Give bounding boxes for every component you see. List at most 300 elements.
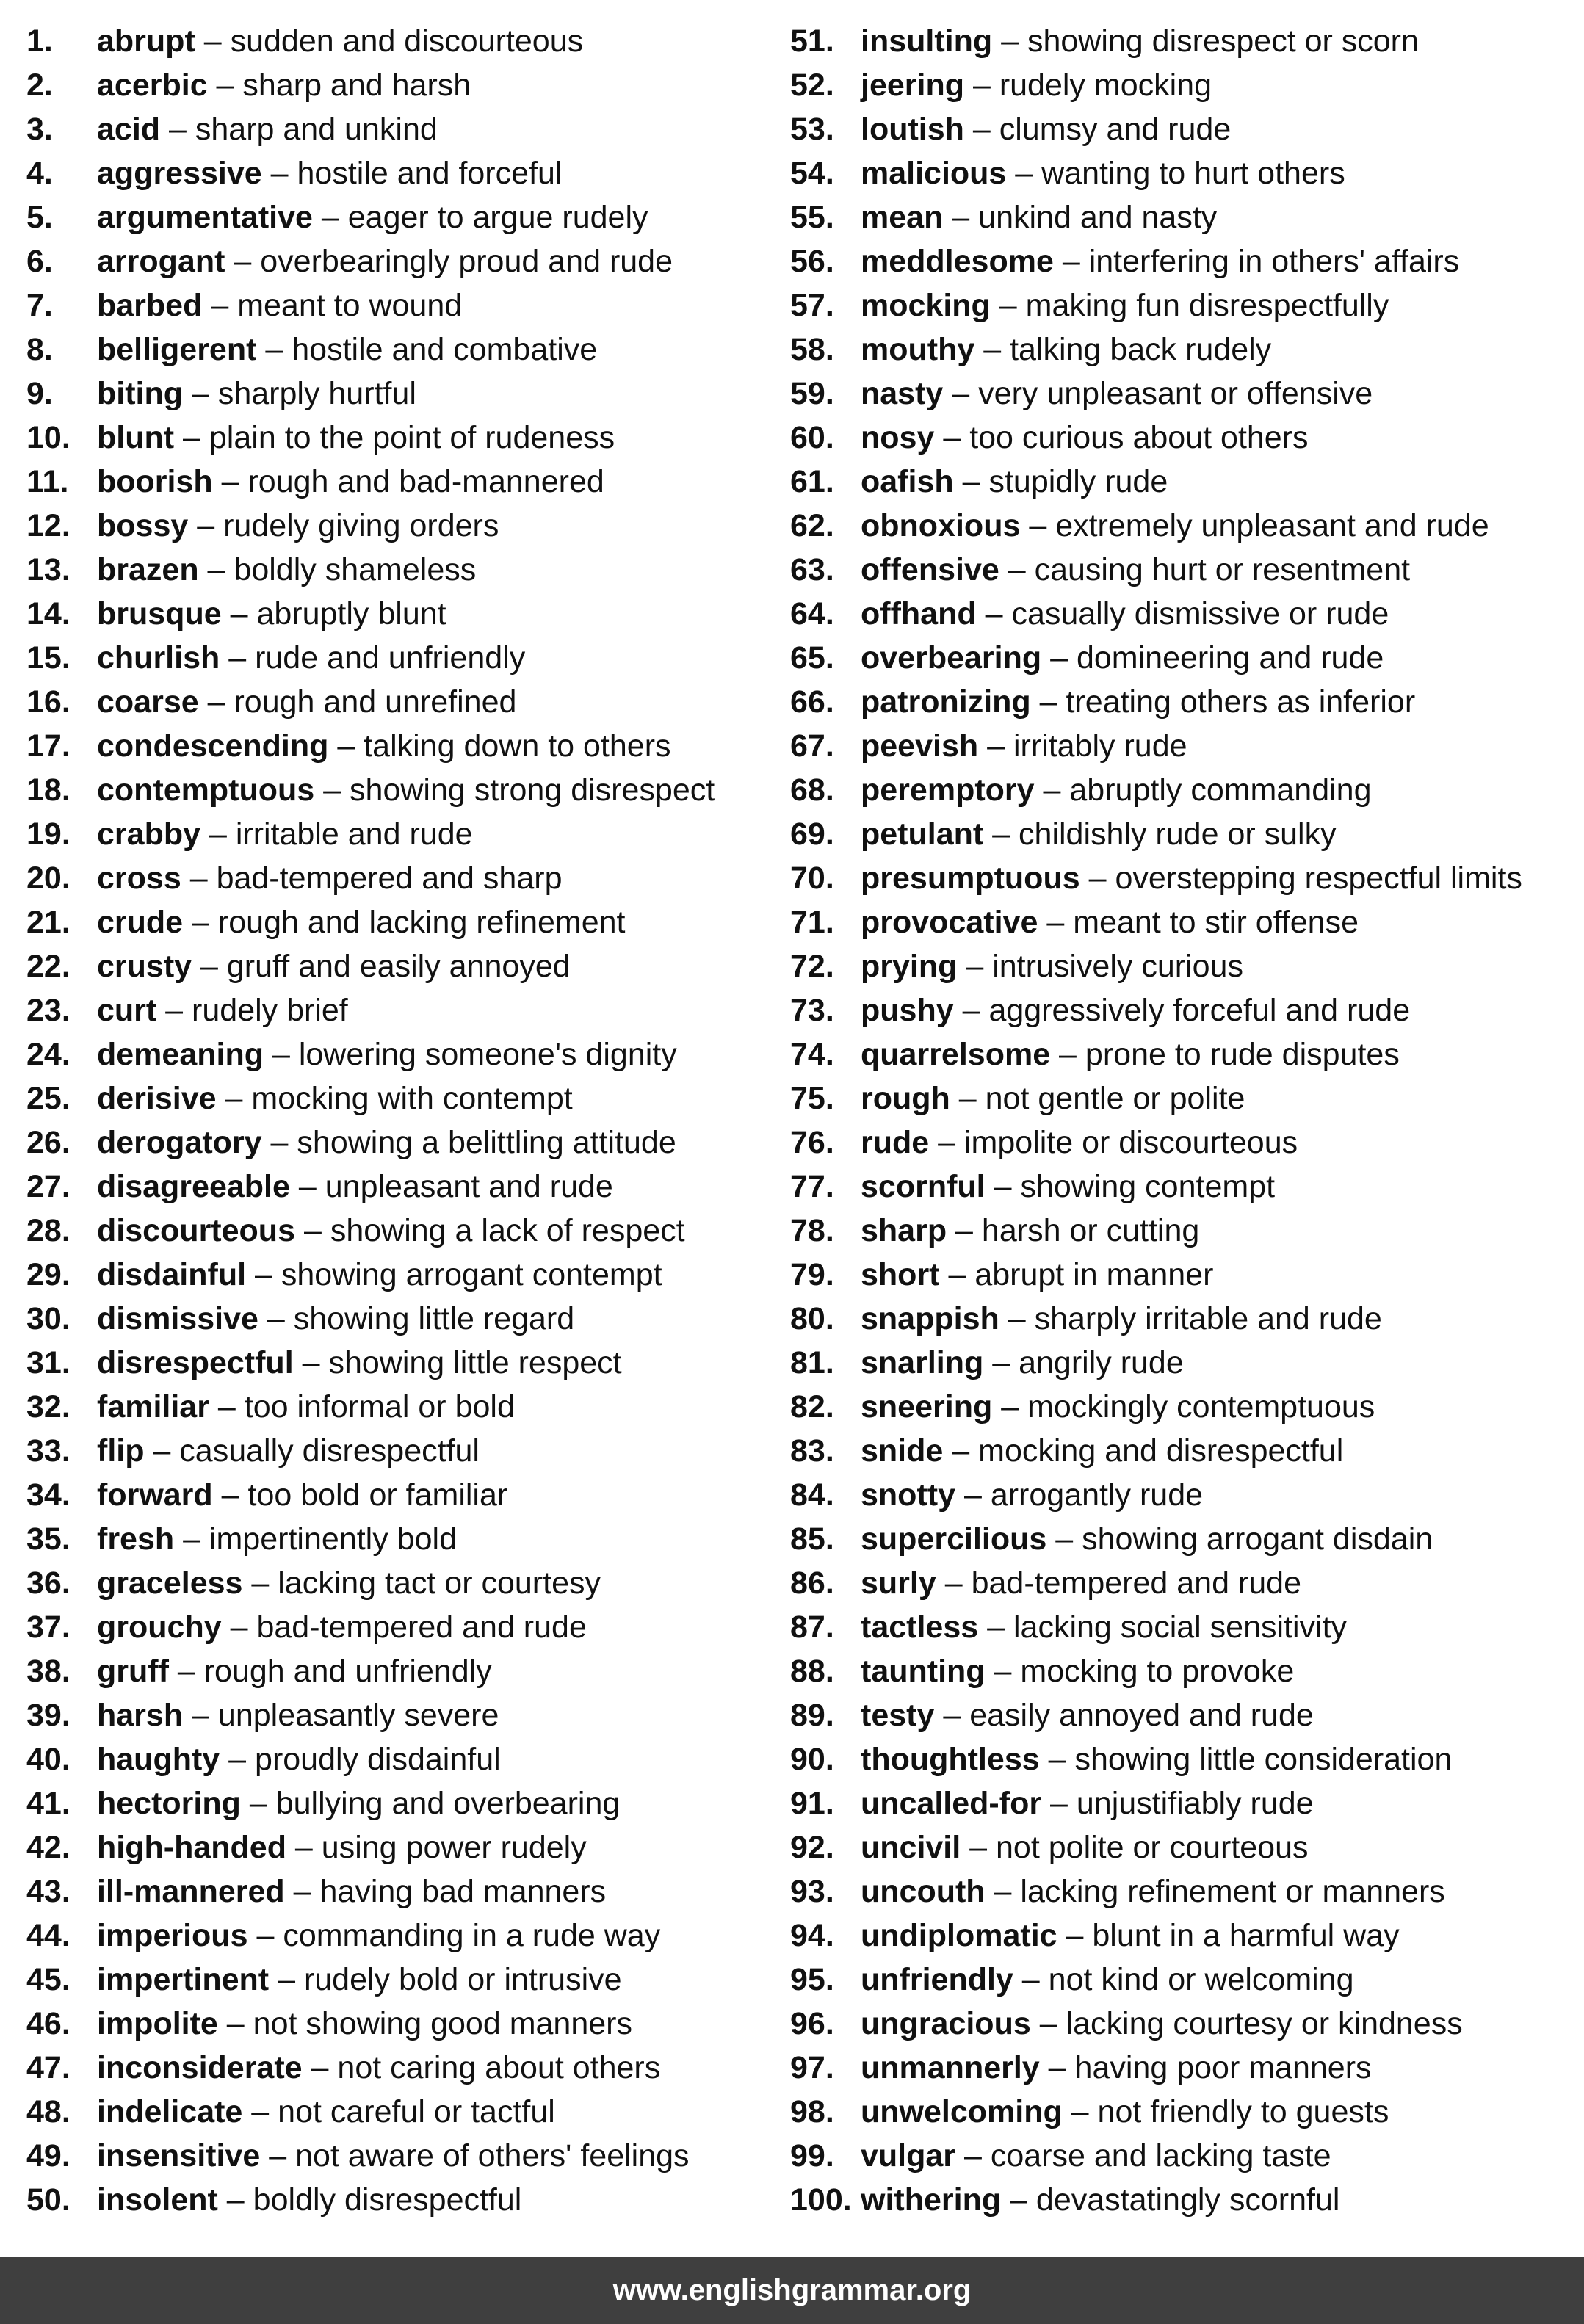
entry-definition: showing little respect: [328, 1345, 622, 1380]
entry-dash-separator: –: [183, 376, 218, 411]
entry-definition: intrusively curious: [992, 949, 1243, 984]
entry-dash-separator: –: [929, 1125, 964, 1160]
entry-word: dismissive: [97, 1301, 258, 1336]
word-entry: [26, 1121, 768, 1165]
entry-number: 1.: [26, 23, 53, 59]
entry-definition: not showing good manners: [253, 2006, 632, 2041]
entry-word: mouthy: [861, 332, 975, 367]
entry-definition: rudely giving orders: [223, 508, 499, 543]
entry-number: 62.: [790, 508, 834, 543]
word-entry: [790, 1869, 1569, 1914]
entry-number: 90.: [790, 1742, 834, 1777]
entry-definition: overstepping respectful limits: [1115, 861, 1522, 896]
entry-definition: lacking courtesy or kindness: [1066, 2006, 1463, 2041]
word-entry: [26, 460, 768, 504]
entry-word: surly: [861, 1565, 936, 1601]
word-entry: [26, 988, 768, 1032]
word-entry: [790, 680, 1569, 724]
entry-word: indelicate: [97, 2094, 243, 2129]
entry-dash-separator: –: [242, 2094, 278, 2129]
entry-word: unfriendly: [861, 1962, 1013, 1997]
word-entry: [26, 151, 768, 195]
entry-dash-separator: –: [985, 1654, 1021, 1689]
entry-dash-separator: –: [293, 1345, 329, 1380]
entry-definition: lowering someone's dignity: [298, 1037, 677, 1072]
word-entry: [26, 1165, 768, 1209]
entry-dash-separator: –: [1001, 2182, 1036, 2218]
entry-dash-separator: –: [183, 905, 218, 940]
word-entry: [790, 1165, 1569, 1209]
word-entry: [26, 2134, 768, 2178]
word-entry: [790, 195, 1569, 239]
entry-word: disdainful: [97, 1257, 247, 1292]
entry-dash-separator: –: [202, 288, 238, 323]
word-entry: [790, 1561, 1569, 1605]
entry-definition: too informal or bold: [244, 1389, 515, 1425]
entry-number: 28.: [26, 1213, 70, 1248]
entry-number: 22.: [26, 949, 70, 984]
word-entry: [26, 944, 768, 988]
entry-definition: impertinently bold: [209, 1521, 457, 1557]
word-entry: [790, 460, 1569, 504]
entry-definition: sudden and discourteous: [230, 23, 584, 59]
word-entry: [26, 1297, 768, 1341]
entry-number: 53.: [790, 112, 834, 147]
entry-definition: impolite or discourteous: [964, 1125, 1298, 1160]
word-entry: [790, 2090, 1569, 2134]
word-entry: [26, 19, 768, 63]
entry-dash-separator: –: [220, 1742, 256, 1777]
entry-word: offhand: [861, 596, 977, 631]
entry-number: 20.: [26, 861, 70, 896]
word-entry: [26, 107, 768, 151]
entry-dash-separator: –: [217, 2006, 253, 2041]
entry-word: undiplomatic: [861, 1918, 1057, 1953]
entry-number: 35.: [26, 1521, 70, 1557]
word-entry: [790, 1209, 1569, 1253]
entry-definition: casually dismissive or rude: [1011, 596, 1389, 631]
entry-word: coarse: [97, 684, 199, 720]
entry-definition: irritably rude: [1013, 728, 1187, 764]
entry-dash-separator: –: [284, 1874, 320, 1909]
word-entry: [790, 1032, 1569, 1076]
word-entry: [790, 1649, 1569, 1693]
entry-definition: overbearingly proud and rude: [260, 244, 673, 279]
entry-definition: plain to the point of rudeness: [209, 420, 615, 455]
entry-word: rough: [861, 1081, 950, 1116]
entry-word: insulting: [861, 23, 993, 59]
word-entry: [26, 416, 768, 460]
entry-word: curt: [97, 993, 157, 1028]
entry-word: brazen: [97, 552, 199, 587]
word-entry: [26, 548, 768, 592]
entry-word: bossy: [97, 508, 189, 543]
word-entry: [790, 548, 1569, 592]
entry-word: supercilious: [861, 1521, 1047, 1557]
entry-dash-separator: –: [957, 949, 993, 984]
entry-number: 3.: [26, 112, 53, 147]
word-entry: [26, 1385, 768, 1429]
entry-word: nasty: [861, 376, 944, 411]
entry-dash-separator: –: [936, 1565, 972, 1601]
word-entry: [26, 372, 768, 416]
entry-definition: showing disrespect or scorn: [1027, 23, 1419, 59]
entry-number: 19.: [26, 817, 70, 852]
entry-dash-separator: –: [947, 1213, 982, 1248]
word-entry: [790, 1693, 1569, 1737]
word-entry: [26, 1517, 768, 1561]
entry-dash-separator: –: [216, 1081, 252, 1116]
entry-word: crabby: [97, 817, 201, 852]
entry-dash-separator: –: [943, 1433, 979, 1469]
entry-number: 48.: [26, 2094, 70, 2129]
entry-definition: too curious about others: [969, 420, 1309, 455]
entry-dash-separator: –: [242, 1565, 278, 1601]
word-entry: [790, 988, 1569, 1032]
entry-dash-separator: –: [1053, 244, 1089, 279]
entry-definition: extremely unpleasant and rude: [1055, 508, 1489, 543]
word-entry: [790, 1914, 1569, 1958]
entry-definition: casually disrespectful: [179, 1433, 480, 1469]
entry-dash-separator: –: [240, 1786, 276, 1821]
entry-word: obnoxious: [861, 508, 1021, 543]
entry-number: 58.: [790, 332, 834, 367]
entry-dash-separator: –: [220, 640, 256, 676]
entry-definition: bullying and overbearing: [275, 1786, 621, 1821]
entry-definition: mockingly contemptuous: [1027, 1389, 1375, 1425]
entry-definition: mocking to provoke: [1020, 1654, 1295, 1689]
entry-dash-separator: –: [198, 684, 234, 720]
entry-word: petulant: [861, 817, 984, 852]
word-entry: [26, 63, 768, 107]
entry-number: 93.: [790, 1874, 834, 1909]
entry-word: impertinent: [97, 1962, 270, 1997]
entry-number: 94.: [790, 1918, 834, 1953]
entry-dash-separator: –: [181, 861, 217, 896]
entry-definition: rudely bold or intrusive: [303, 1962, 622, 1997]
entry-definition: rough and lacking refinement: [217, 905, 626, 940]
entry-number: 37.: [26, 1610, 70, 1645]
entry-dash-separator: –: [328, 728, 364, 764]
entry-number: 51.: [790, 23, 834, 59]
entry-definition: not kind or welcoming: [1048, 1962, 1354, 1997]
word-entry: [790, 1253, 1569, 1297]
word-entry: [26, 768, 768, 812]
entry-dash-separator: –: [198, 552, 234, 587]
entry-number: 46.: [26, 2006, 70, 2041]
entry-number: 25.: [26, 1081, 70, 1116]
entry-dash-separator: –: [144, 1433, 180, 1469]
entry-definition: unpleasantly severe: [217, 1698, 499, 1733]
word-entry: [790, 1076, 1569, 1121]
footer-website-url: www.englishgrammar.org: [612, 2274, 972, 2306]
entry-dash-separator: –: [174, 1521, 209, 1557]
entry-number: 100.: [790, 2182, 852, 2218]
word-entry: [26, 1825, 768, 1869]
entry-definition: having poor manners: [1074, 2050, 1372, 2085]
entry-definition: devastatingly scornful: [1035, 2182, 1340, 2218]
word-entry: [26, 1253, 768, 1297]
entry-word: boorish: [97, 464, 213, 499]
entry-dash-separator: –: [943, 200, 979, 235]
word-entry: [790, 724, 1569, 768]
entry-number: 23.: [26, 993, 70, 1028]
entry-word: forward: [97, 1477, 213, 1513]
entry-number: 52.: [790, 68, 834, 103]
entry-dash-separator: –: [207, 68, 243, 103]
entry-definition: talking back rudely: [1010, 332, 1272, 367]
entry-number: 78.: [790, 1213, 834, 1248]
entry-word: derogatory: [97, 1125, 262, 1160]
entry-word: malicious: [861, 156, 1007, 191]
entry-dash-separator: –: [256, 332, 292, 367]
word-entry: [790, 107, 1569, 151]
entry-word: ungracious: [861, 2006, 1031, 2041]
entry-dash-separator: –: [978, 1610, 1013, 1645]
word-entry: [26, 1781, 768, 1825]
entry-number: 16.: [26, 684, 70, 720]
entry-word: pushy: [861, 993, 954, 1028]
entry-definition: rudely mocking: [999, 68, 1212, 103]
entry-number: 88.: [790, 1654, 834, 1689]
word-entry: [790, 2134, 1569, 2178]
entry-word: peremptory: [861, 772, 1035, 808]
entry-word: argumentative: [97, 200, 313, 235]
entry-dash-separator: –: [974, 332, 1010, 367]
entry-dash-separator: –: [955, 1477, 991, 1513]
entry-definition: rudely brief: [192, 993, 348, 1028]
entry-dash-separator: –: [978, 728, 1013, 764]
entry-number: 63.: [790, 552, 834, 587]
entry-number: 56.: [790, 244, 834, 279]
entry-number: 14.: [26, 596, 70, 631]
entry-word: short: [861, 1257, 940, 1292]
entry-definition: showing a lack of respect: [330, 1213, 685, 1248]
entry-word: patronizing: [861, 684, 1031, 720]
word-entry: [26, 900, 768, 944]
entry-number: 7.: [26, 288, 53, 323]
entry-dash-separator: –: [953, 993, 989, 1028]
entry-dash-separator: –: [939, 1257, 975, 1292]
entry-number: 31.: [26, 1345, 70, 1380]
entry-number: 60.: [790, 420, 834, 455]
word-entry: [790, 1781, 1569, 1825]
entry-word: impolite: [97, 2006, 218, 2041]
entry-number: 61.: [790, 464, 834, 499]
entry-number: 24.: [26, 1037, 70, 1072]
entry-word: prying: [861, 949, 958, 984]
entry-dash-separator: –: [247, 1918, 283, 1953]
word-entry: [790, 1385, 1569, 1429]
entry-word: presumptuous: [861, 861, 1080, 896]
entry-definition: wanting to hurt others: [1041, 156, 1345, 191]
entry-word: tactless: [861, 1610, 979, 1645]
word-entry: [790, 1517, 1569, 1561]
entry-number: 4.: [26, 156, 53, 191]
entry-word: snide: [861, 1433, 944, 1469]
word-entry: [26, 592, 768, 636]
entry-number: 39.: [26, 1698, 70, 1733]
entry-number: 75.: [790, 1081, 834, 1116]
entry-dash-separator: –: [1046, 1521, 1082, 1557]
entry-dash-separator: –: [168, 1654, 204, 1689]
word-entry: [26, 1693, 768, 1737]
entry-word: provocative: [861, 905, 1038, 940]
word-entry: [790, 1297, 1569, 1341]
entry-word: crude: [97, 905, 184, 940]
entry-definition: meant to stir offense: [1073, 905, 1359, 940]
entry-definition: clumsy and rude: [999, 112, 1232, 147]
entry-word: grouchy: [97, 1610, 222, 1645]
entry-dash-separator: –: [217, 2182, 253, 2218]
entry-number: 91.: [790, 1786, 834, 1821]
entry-definition: abrupt in manner: [974, 1257, 1214, 1292]
entry-dash-separator: –: [1038, 905, 1074, 940]
entry-definition: sharply hurtful: [217, 376, 416, 411]
entry-definition: abruptly commanding: [1069, 772, 1372, 808]
entry-definition: showing arrogant contempt: [281, 1257, 662, 1292]
entry-definition: arrogantly rude: [990, 1477, 1204, 1513]
entry-dash-separator: –: [156, 993, 192, 1028]
entry-definition: treating others as inferior: [1066, 684, 1416, 720]
entry-word: haughty: [97, 1742, 220, 1777]
entry-dash-separator: –: [188, 508, 224, 543]
word-entry: [790, 636, 1569, 680]
entry-definition: abruptly blunt: [256, 596, 446, 631]
word-entry: [790, 1825, 1569, 1869]
entry-word: scornful: [861, 1169, 986, 1204]
entry-number: 13.: [26, 552, 70, 587]
entry-word: discourteous: [97, 1213, 295, 1248]
entry-definition: mocking with contempt: [251, 1081, 573, 1116]
entry-word: arrogant: [97, 244, 225, 279]
word-entry: [26, 1649, 768, 1693]
entry-dash-separator: –: [1039, 1742, 1075, 1777]
entry-dash-separator: –: [934, 420, 970, 455]
entry-word: belligerent: [97, 332, 257, 367]
entry-definition: not friendly to guests: [1097, 2094, 1389, 2129]
entry-number: 34.: [26, 1477, 70, 1513]
word-entry: [790, 1958, 1569, 2002]
word-entry: [790, 592, 1569, 636]
entry-dash-separator: –: [1034, 772, 1070, 808]
entry-word: oafish: [861, 464, 954, 499]
entry-definition: rough and unrefined: [234, 684, 517, 720]
entry-dash-separator: –: [246, 1257, 281, 1292]
entry-dash-separator: –: [174, 420, 209, 455]
entry-dash-separator: –: [260, 2138, 296, 2173]
entry-word: blunt: [97, 420, 175, 455]
entry-word: insensitive: [97, 2138, 261, 2173]
entry-number: 12.: [26, 508, 70, 543]
entry-word: aggressive: [97, 156, 262, 191]
entry-dash-separator: –: [221, 596, 257, 631]
entry-dash-separator: –: [225, 244, 261, 279]
entry-number: 30.: [26, 1301, 70, 1336]
entry-definition: showing little regard: [293, 1301, 575, 1336]
entry-word: sneering: [861, 1389, 993, 1425]
entry-number: 38.: [26, 1654, 70, 1689]
entry-definition: hostile and combative: [292, 332, 598, 367]
word-entry: [26, 1209, 768, 1253]
word-entry: [790, 2002, 1569, 2046]
entry-number: 29.: [26, 1257, 70, 1292]
entry-dash-separator: –: [269, 1962, 304, 1997]
entry-definition: gruff and easily annoyed: [226, 949, 571, 984]
entry-definition: harsh or cutting: [981, 1213, 1200, 1248]
entry-word: cross: [97, 861, 181, 896]
entry-definition: angrily rude: [1019, 1345, 1184, 1380]
word-entry: [26, 1032, 768, 1076]
entry-definition: showing little consideration: [1074, 1742, 1453, 1777]
word-entry: [26, 680, 768, 724]
entry-dash-separator: –: [964, 68, 999, 103]
word-entry: [26, 2178, 768, 2222]
entry-word: unwelcoming: [861, 2094, 1063, 2129]
entry-word: brusque: [97, 596, 222, 631]
word-entry: [26, 812, 768, 856]
entry-definition: boldly shameless: [234, 552, 477, 587]
word-entry: [26, 2002, 768, 2046]
entry-number: 36.: [26, 1565, 70, 1601]
word-entry: [26, 195, 768, 239]
entry-dash-separator: –: [950, 1081, 986, 1116]
entry-number: 89.: [790, 1698, 834, 1733]
entry-word: barbed: [97, 288, 203, 323]
entry-number: 69.: [790, 817, 834, 852]
entry-dash-separator: –: [953, 464, 989, 499]
entry-number: 11.: [26, 464, 69, 499]
entry-number: 42.: [26, 1830, 70, 1865]
entry-definition: talking down to others: [364, 728, 671, 764]
entry-number: 82.: [790, 1389, 834, 1425]
entry-definition: unpleasant and rude: [325, 1169, 613, 1204]
entry-definition: domineering and rude: [1076, 640, 1384, 676]
entry-number: 27.: [26, 1169, 70, 1204]
entry-dash-separator: –: [1041, 1786, 1077, 1821]
word-entry: [790, 2178, 1569, 2222]
entry-definition: eager to argue rudely: [347, 200, 648, 235]
entry-number: 64.: [790, 596, 834, 631]
entry-word: demeaning: [97, 1037, 264, 1072]
entry-number: 49.: [26, 2138, 70, 2173]
entry-dash-separator: –: [192, 949, 227, 984]
entry-number: 83.: [790, 1433, 834, 1469]
entry-number: 8.: [26, 332, 53, 367]
entry-definition: boldly disrespectful: [253, 2182, 522, 2218]
entry-definition: proudly disdainful: [255, 1742, 501, 1777]
word-entry: [26, 1958, 768, 2002]
entry-number: 50.: [26, 2182, 70, 2218]
entry-word: uncivil: [861, 1830, 961, 1865]
entry-word: sharp: [861, 1213, 947, 1248]
entry-definition: causing hurt or resentment: [1034, 552, 1411, 587]
word-entry: [26, 327, 768, 372]
entry-number: 59.: [790, 376, 834, 411]
entry-number: 98.: [790, 2094, 834, 2129]
word-entry: [26, 1561, 768, 1605]
entry-number: 77.: [790, 1169, 834, 1204]
entry-word: disagreeable: [97, 1169, 290, 1204]
entry-word: churlish: [97, 640, 220, 676]
word-entry: [26, 1605, 768, 1649]
entry-word: unmannerly: [861, 2050, 1040, 2085]
entry-definition: blunt in a harmful way: [1092, 1918, 1400, 1953]
entry-word: thoughtless: [861, 1742, 1040, 1777]
entry-number: 44.: [26, 1918, 70, 1953]
entry-number: 80.: [790, 1301, 834, 1336]
entry-number: 54.: [790, 156, 834, 191]
